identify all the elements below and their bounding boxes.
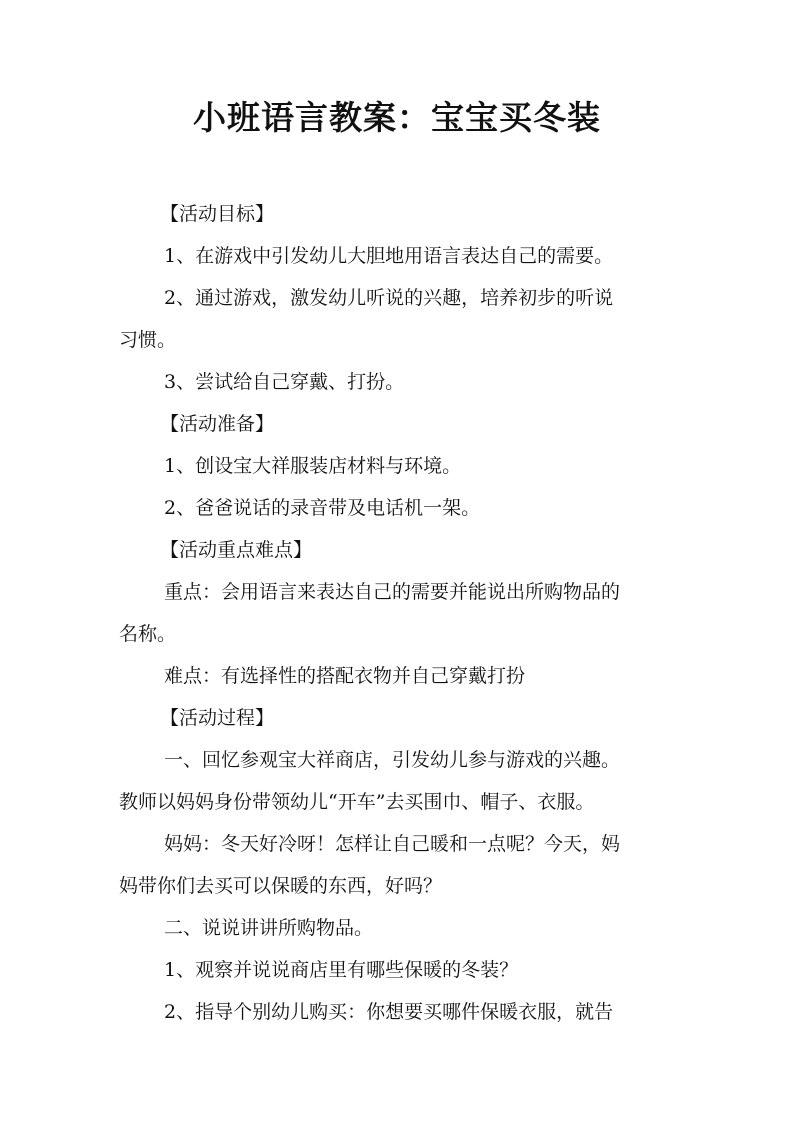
paragraph-line: 1、观察并说说商店里有哪些保暖的冬装？	[164, 959, 519, 981]
paragraph-line: 名称。	[119, 623, 177, 645]
section-heading-goals: 【活动目标】	[160, 203, 275, 225]
paragraph-line: 1、创设宝大祥服装店材料与环境。	[164, 455, 462, 477]
paragraph-line: 重点：会用语言来表达自己的需要并能说出所购物品的	[164, 581, 621, 603]
paragraph-line: 妈带你们去买可以保暖的东西，好吗？	[119, 875, 443, 897]
paragraph-line: 2、通过游戏，激发幼儿听说的兴趣，培养初步的听说	[164, 287, 614, 309]
paragraph-line: 2、爸爸说话的录音带及电话机一架。	[164, 497, 481, 519]
section-heading-process: 【活动过程】	[160, 707, 275, 729]
section-heading-preparation: 【活动准备】	[160, 413, 275, 435]
paragraph-line: 一、回忆参观宝大祥商店，引发幼儿参与游戏的兴趣。	[164, 749, 621, 771]
paragraph-line: 习惯。	[119, 329, 177, 351]
paragraph-line: 难点：有选择性的搭配衣物并自己穿戴打扮	[164, 665, 526, 687]
document-title: 小班语言教案：宝宝买冬装	[193, 98, 601, 137]
paragraph-line: 二、说说讲讲所购物品。	[164, 917, 374, 939]
paragraph-line: 3、尝试给自己穿戴、打扮。	[164, 371, 405, 393]
paragraph-line: 教师以妈妈身份带领幼儿“开车”去买围巾、帽子、衣服。	[119, 791, 595, 813]
paragraph-line: 1、在游戏中引发幼儿大胆地用语言表达自己的需要。	[164, 245, 614, 267]
paragraph-line: 2、指导个别幼儿购买：你想要买哪件保暖衣服，就告	[164, 1001, 614, 1023]
section-heading-key-points: 【活动重点难点】	[160, 539, 313, 561]
paragraph-line: 妈妈：冬天好冷呀！怎样让自己暖和一点呢？今天，妈	[164, 833, 621, 855]
